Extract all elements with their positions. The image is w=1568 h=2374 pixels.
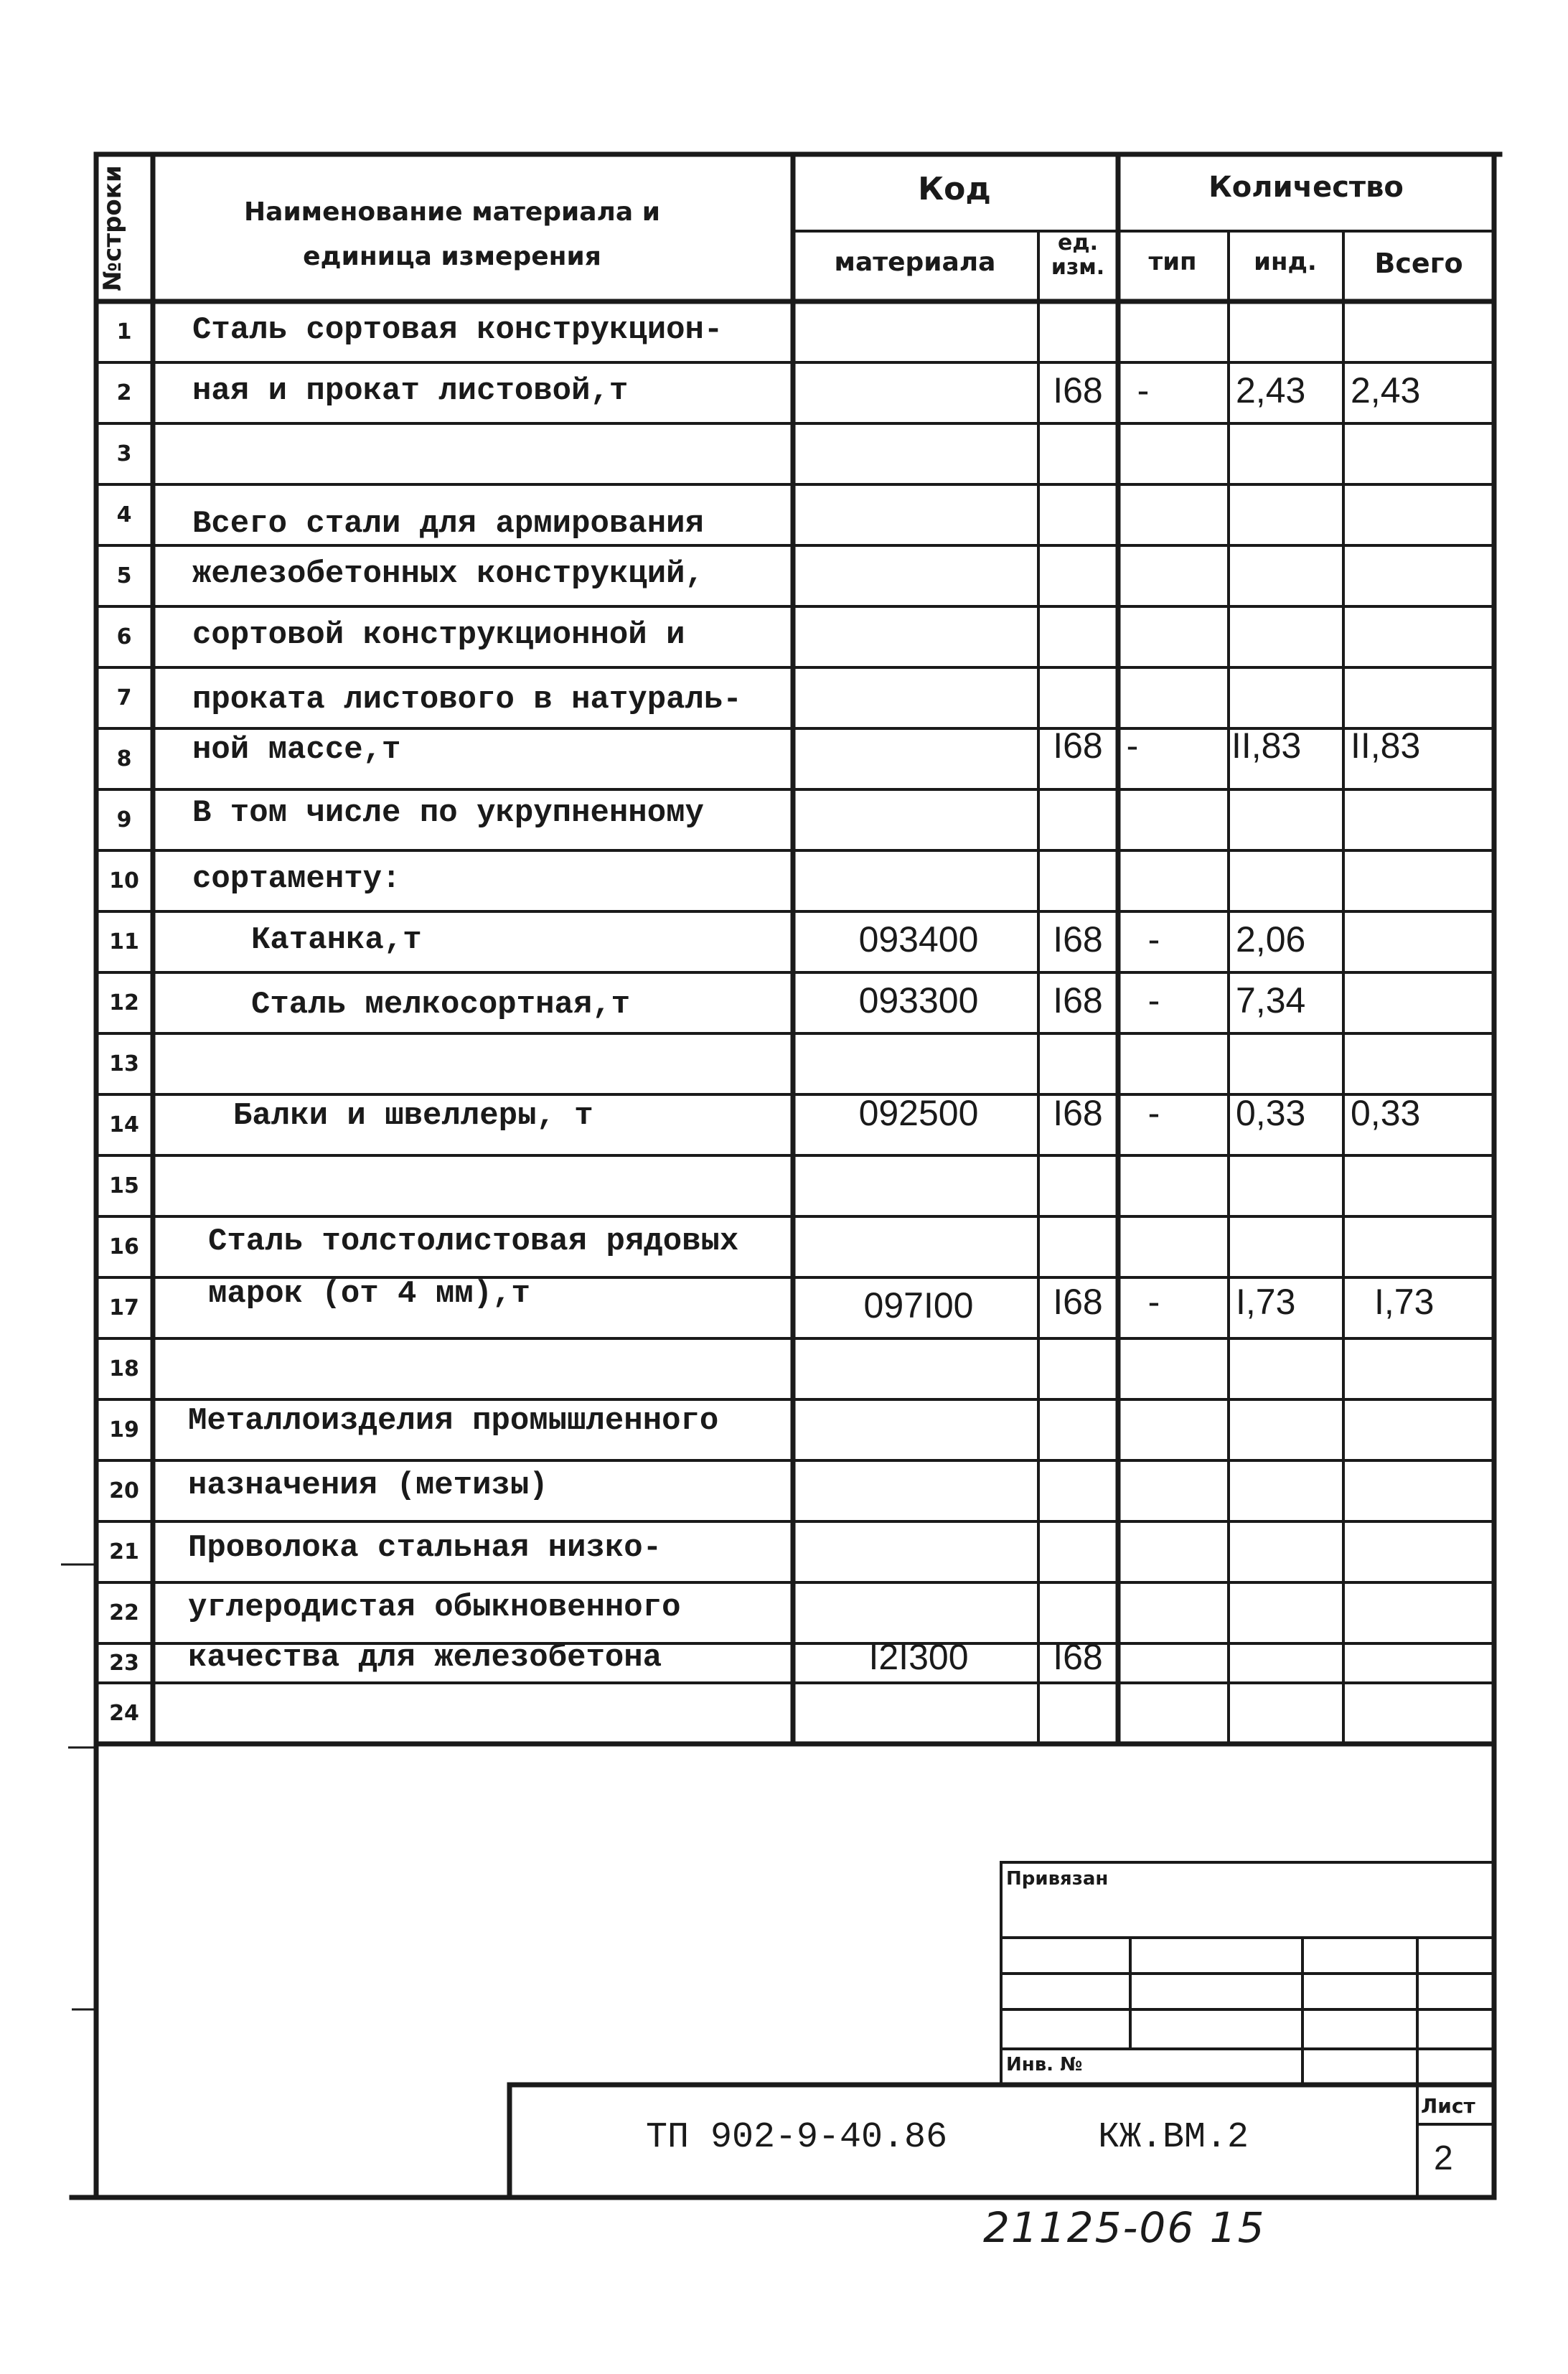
row-number: 8 [116,746,132,771]
row-type: - [1126,726,1139,766]
header-code-unit: ед. изм. [1051,230,1105,280]
row-description: качества для железобетона [188,1640,662,1676]
row-description: углеродистая обыкновенного [188,1590,681,1625]
row-number: 14 [109,1112,139,1137]
row-description: проката листового в натураль- [192,682,742,718]
row-number: 10 [109,868,139,893]
row-number: 1 [116,319,132,344]
row-total: I,73 [1374,1282,1435,1322]
row-total: II,83 [1351,726,1421,766]
row-individual: 2,06 [1236,919,1306,960]
header-material-name: Наименование материала и единица измерения [244,197,660,271]
row-type: - [1147,919,1160,960]
handwritten-archive-number: 21125-06 15 [983,2203,1266,2252]
row-number: 16 [109,1234,139,1259]
row-code: I2I300 [868,1637,969,1677]
row-number: 13 [109,1051,139,1076]
row-type: - [1147,1282,1160,1322]
row-description: Балки и швеллеры, т [233,1098,593,1134]
row-number: 20 [109,1478,139,1503]
row-number: 21 [109,1539,139,1564]
row-number: 18 [109,1356,139,1381]
row-description: назначения (метизы) [188,1468,548,1503]
row-number: 17 [109,1295,139,1320]
row-number: 24 [109,1701,139,1726]
row-number: 3 [116,441,132,466]
row-code: 093300 [858,980,979,1021]
row-unit: I68 [1053,726,1103,766]
header-qty-type: тип [1148,248,1197,276]
row-description: сортаменту: [192,861,401,897]
row-total: 0,33 [1351,1093,1421,1133]
document-code: ТП 902-9-40.86 [646,2117,948,2158]
row-individual: I,73 [1236,1282,1296,1322]
header-qty-individual: инд. [1254,248,1317,276]
row-description: Сталь мелкосортная,т [251,987,631,1023]
header-quantity-group: Количество [1208,171,1404,204]
row-number: 2 [116,380,132,405]
row-individual: 2,43 [1236,370,1306,410]
row-number: 15 [109,1173,139,1198]
row-number: 9 [116,807,132,832]
row-description: Сталь сортовая конструкцион- [192,312,723,348]
row-description: Проволока стальная низко- [188,1530,662,1566]
document-mark: КЖ.ВМ.2 [1098,2117,1249,2158]
row-unit: I68 [1053,1093,1103,1133]
row-individual: 0,33 [1236,1093,1306,1133]
row-number: 6 [116,624,132,649]
header-code-material: материала [834,248,996,277]
row-unit: I68 [1053,1282,1103,1322]
row-code: 093400 [858,919,979,960]
row-description: сортовой конструкционной и [192,617,685,653]
row-total: 2,43 [1351,370,1421,410]
row-type: - [1147,1093,1160,1133]
row-description: марок (от 4 мм),т [208,1276,530,1312]
row-type: - [1137,370,1150,410]
stamp-attached-label: Привязан [1006,1868,1109,1890]
row-unit: I68 [1053,370,1103,410]
row-number: 23 [109,1651,139,1676]
row-description: В том числе по укрупненному [192,795,704,831]
header-code-group: Код [918,171,991,207]
row-number: 22 [109,1600,139,1625]
row-description: ная и прокат листовой,т [192,373,629,409]
row-description: ной массе,т [192,732,401,768]
row-description: Металлоизделия промышленного [188,1403,719,1439]
row-description: железобетонных конструкций, [192,556,704,592]
row-unit: I68 [1053,1637,1103,1677]
row-unit: I68 [1053,980,1103,1021]
header-row-number: №строки [98,164,127,291]
row-type: - [1147,980,1160,1021]
header-qty-total: Всего [1374,248,1463,279]
row-number: 12 [109,990,139,1015]
row-description: Всего стали для армирования [192,506,704,542]
row-number: 19 [109,1417,139,1442]
row-unit: I68 [1053,919,1103,960]
stamp-inv-label: Инв. № [1006,2054,1083,2075]
row-number: 11 [109,929,139,954]
sheet-number: 2 [1434,2139,1453,2177]
sheet-label: Лист [1421,2094,1475,2118]
row-description: Катанка,т [251,922,422,958]
row-individual: II,83 [1231,726,1302,766]
row-number: 7 [116,685,132,710]
row-code: 092500 [858,1093,979,1133]
row-number: 5 [116,563,132,588]
row-number: 4 [116,502,132,527]
row-code: 097I00 [863,1285,974,1326]
row-description: Сталь толстолистовая рядовых [208,1224,739,1259]
row-individual: 7,34 [1236,980,1306,1021]
